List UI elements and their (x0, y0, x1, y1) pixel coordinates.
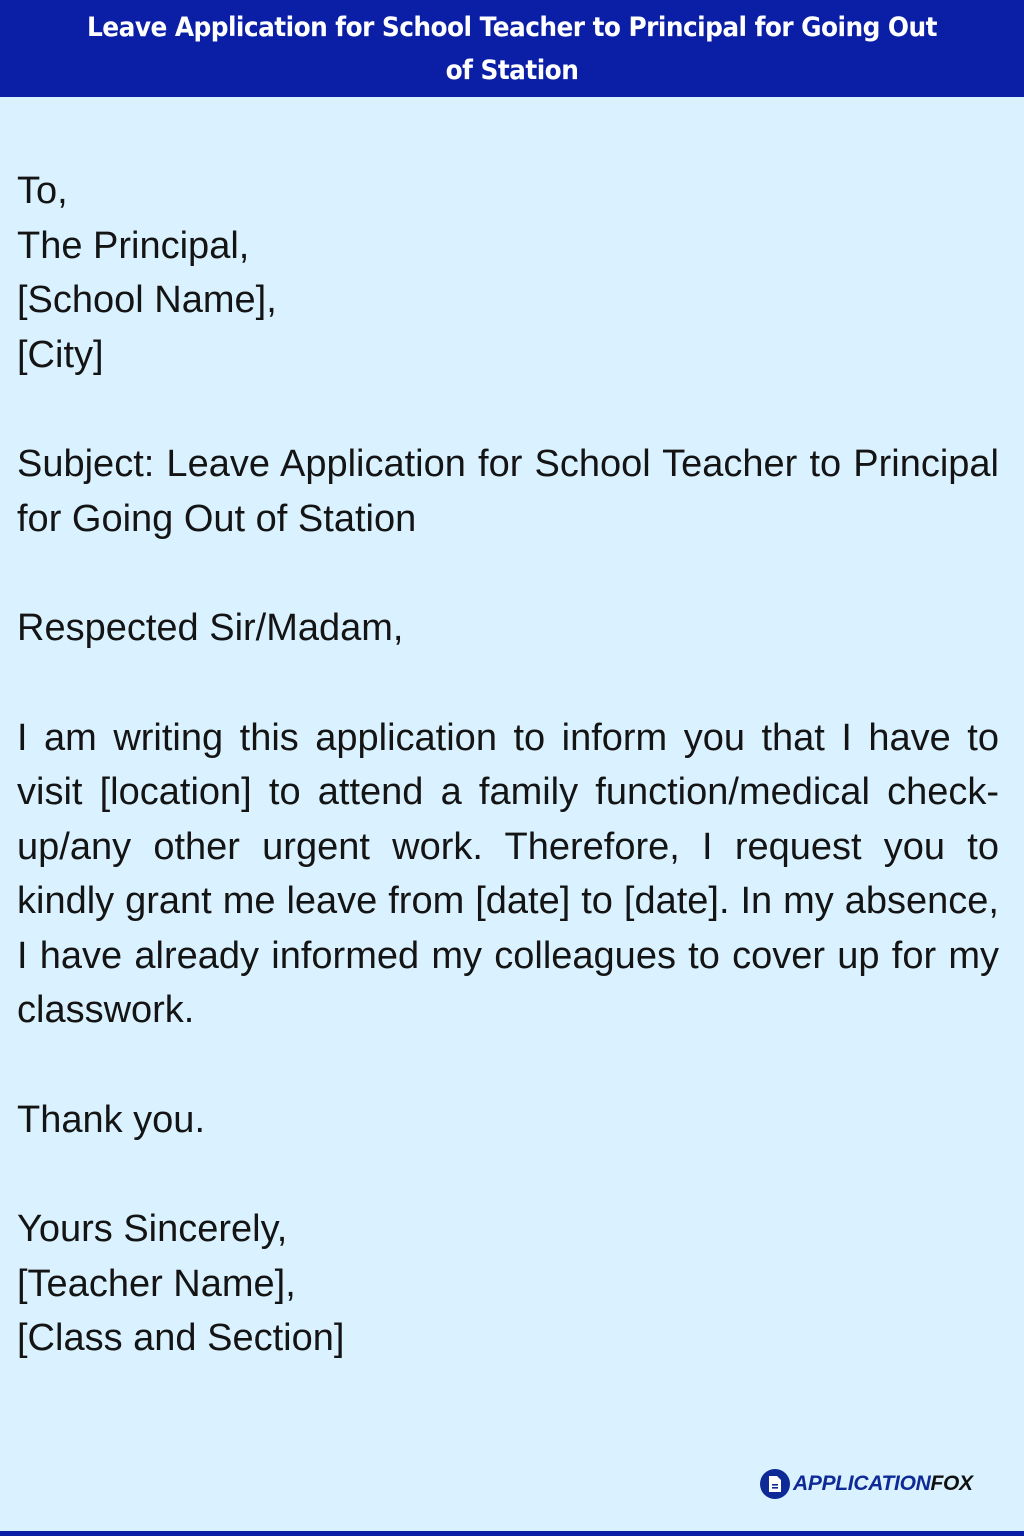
letter-subject: Subject: Leave Application for School Teacher to Principal for Going Out of Station (17, 443, 999, 540)
recipient-line-school: [School Name], (17, 279, 277, 321)
recipient-line-city: [City] (17, 333, 104, 376)
bottom-border (0, 1531, 1024, 1536)
closing-line: Yours Sincerely, (17, 1208, 288, 1250)
letter-body: I am writing this application to inform you that I have to visit [location] to attend a family function/medical check-up/any other urgent work. Therefore, I request you to kindly grant me leave from [date] to [date]. In my absence, I have already informed my colleagues to cover up for my classwork. (17, 716, 999, 1031)
letter-closing (17, 1202, 999, 1366)
letter-content (17, 164, 999, 1366)
recipient-line-to: To, (17, 170, 68, 212)
recipient-line-title: The Principal, (17, 224, 250, 267)
letter-thanks: Thank you. (17, 1098, 205, 1141)
closing-class-section: [Class and Section] (17, 1317, 345, 1359)
page-header (0, 0, 1024, 97)
document-icon (760, 1469, 790, 1499)
closing-teacher-name: [Teacher Name], (17, 1262, 296, 1305)
logo-text-secondary: FOX (930, 1472, 973, 1495)
page-title: Leave Application for School Teacher to Principal for Going Out of Station (87, 11, 937, 86)
letter-salutation: Respected Sir/Madam, (17, 607, 404, 649)
logo-text-primary: APPLICATION (793, 1472, 931, 1495)
applicationfox-logo (760, 1469, 973, 1499)
recipient-address (17, 164, 999, 382)
